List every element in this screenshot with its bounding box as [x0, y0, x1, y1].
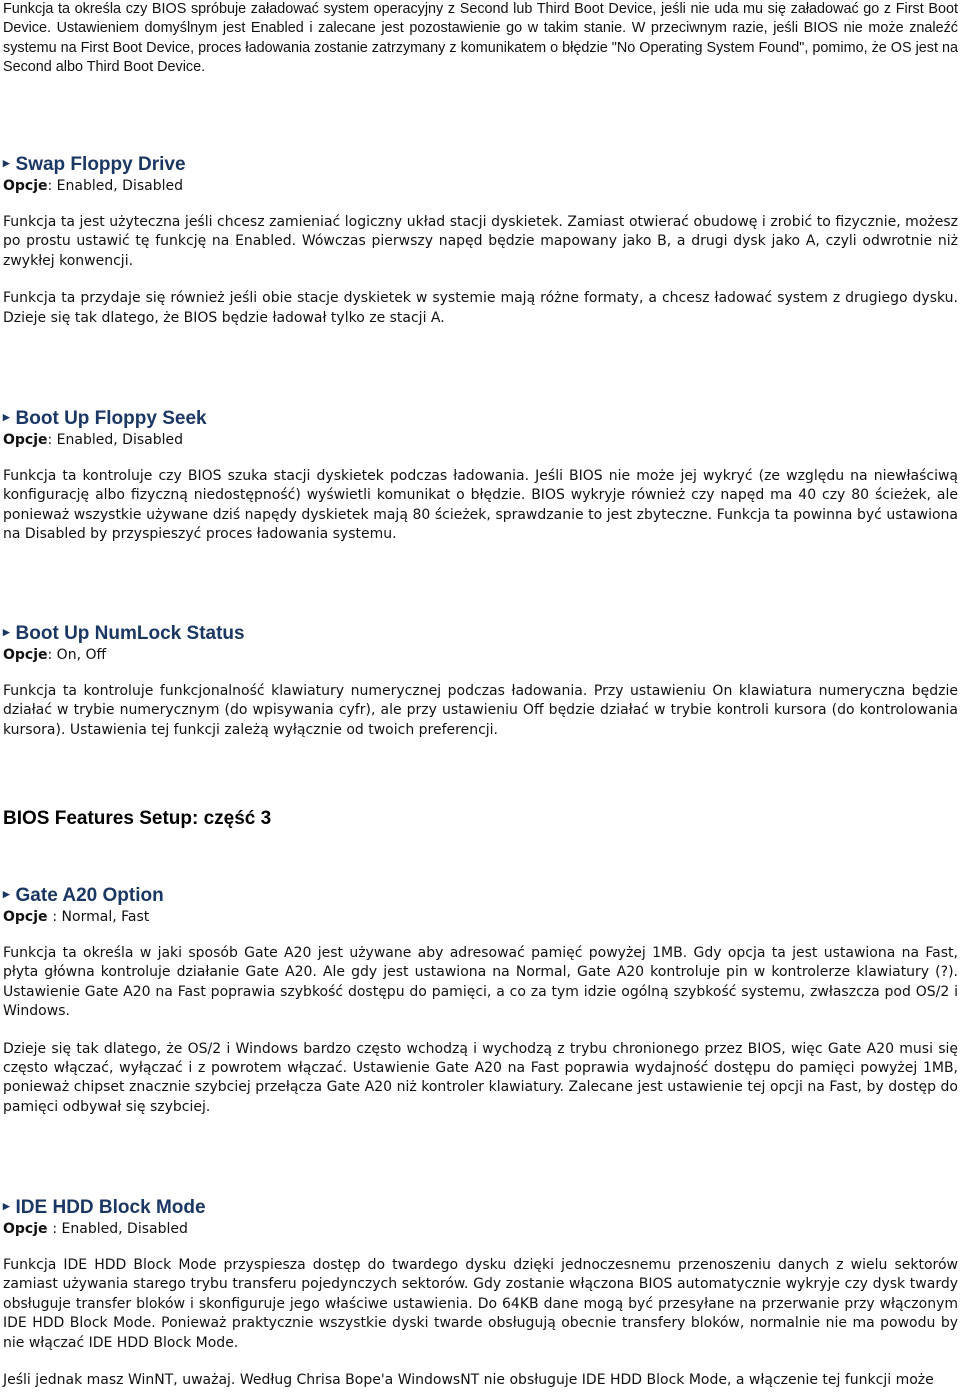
floppy-seek-paragraph-1: Funkcja ta kontroluje czy BIOS szuka stacji dyskietek podczas ładowania. Jeśli BIOS nie może jej wykryć (ze względu na niewłaściwą konfigurację albo fizyczną niedostępność) wyświetli komunikat o błędzie. BIOS wykryje również czy napęd ma 40 czy 80 ścieżek, ale ponieważ wszystkie używane dziś napędy dyskietek mają 80 ścieżek, sprawdzanie to jest zbyteczne. Funkcja ta powinna być ustawiona na Disabled by przyspieszyć proces ładowania systemu.	[3, 468, 958, 543]
options-value: : On, Off	[47, 647, 107, 663]
options-value: : Normal, Fast	[52, 909, 150, 925]
ide-hdd-heading	[3, 1196, 958, 1220]
ide-hdd-options	[3, 1220, 958, 1239]
gate-a20-options	[3, 908, 958, 927]
ide-hdd-paragraph-1: Funkcja IDE HDD Block Mode przyspiesza dostęp do twardego dysku dzięki jednoczesnemu przenoszeniu danych z wielu sektorów zamiast używania starego trybu transferu pojedynczych sektorów. Gdy zostanie włączona BIOS automatycznie wykryje czy dysk twardy obsługuje transfer bloków i skonfiguruje jego właściwe ustawienia. Do 64KB dane mogą być przesyłane na przerwanie przy włączonym IDE HDD Block Mode. Ponieważ praktycznie wszystkie dyski twarde obsługują obecnie transfery bloków, normalnie nie ma powodu by nie włączać IDE HDD Block Mode.	[3, 1257, 958, 1351]
gate-a20-section	[3, 884, 958, 1117]
page-title: BIOS Features Setup: część 3	[3, 808, 272, 829]
caret-right-icon: ▸	[3, 155, 10, 170]
options-label: Opcje	[3, 647, 48, 663]
caret-right-icon: ▸	[3, 624, 10, 639]
caret-right-icon: ▸	[3, 1198, 10, 1213]
options-value: : Enabled, Disabled	[47, 432, 183, 448]
options-label: Opcje	[3, 1221, 53, 1237]
floppy-seek-title: Boot Up Floppy Seek	[15, 408, 207, 429]
intro-paragraph: Funkcja ta określa czy BIOS spróbuje załadować system operacyjny z Second lub Third Boot Device, jeśli nie uda mu się załadować go z First Boot Device. Ustawieniem domyślnym jest Enabled i zalecane jest pozostawienie go w takim stanie. W przeciwnym razie, jeśli BIOS nie może znaleźć systemu na First Boot Device, proces ładowania zostanie zatrzymany z komunikatem o błędzie "No Operating System Found", pomimo, że OS jest na Second albo Third Boot Device.	[3, 1, 958, 76]
gate-a20-title: Gate A20 Option	[15, 885, 164, 906]
swap-floppy-section	[3, 153, 958, 328]
intro-section	[3, 0, 958, 78]
options-label: Opcje	[3, 432, 48, 448]
options-label: Opcje	[3, 178, 48, 194]
ide-hdd-section	[3, 1196, 958, 1390]
numlock-heading	[3, 622, 958, 646]
ide-hdd-title: IDE HDD Block Mode	[15, 1197, 206, 1218]
gate-a20-paragraph-1: Funkcja ta określa w jaki sposób Gate A20 jest używane aby adresować pamięć powyżej 1MB. Gdy opcja ta jest ustawiona na Fast, płyta główna kontroluje działanie Gate A20. Ale gdy jest ustawiona na Normal, Gate A20 kontroluje pin w kontrolerze klawiatury (?). Ustawienie Gate A20 na Fast poprawia szybkość dostępu do pamięci, a co za tym idzie ogólną szybkość systemu, zwłaszcza pod OS/2 i Windows.	[3, 945, 958, 1020]
options-value: : Enabled, Disabled	[47, 178, 183, 194]
numlock-paragraph-1: Funkcja ta kontroluje funkcjonalność klawiatury numerycznej podczas ładowania. Przy ustawieniu On klawiatura numeryczna będzie działać w trybie numerycznym (do wpisywania cyfr), ale przy ustawieniu Off będzie działać w trybie kontroli kursora (do kontrolowania kursora). Ustawienia tej funkcji zależą wyłącznie od twoich preferencji.	[3, 683, 958, 738]
swap-floppy-paragraph-1: Funkcja ta jest użyteczna jeśli chcesz zamieniać logiczny układ stacji dyskietek. Zamiast otwierać obudowę i zrobić to fizycznie, możesz po prostu ustawić tę funkcję na Enabled. Wówczas pierwszy napęd będzie mapowany jako B, a drugi dysk jako A, czyli odwrotnie niż zwykłej konwencji.	[3, 214, 958, 269]
swap-floppy-title: Swap Floppy Drive	[15, 154, 186, 175]
caret-right-icon: ▸	[3, 409, 10, 424]
options-value: : Enabled, Disabled	[52, 1221, 188, 1237]
part3-section	[3, 808, 958, 830]
gate-a20-heading	[3, 884, 958, 908]
swap-floppy-heading	[3, 153, 958, 177]
numlock-section	[3, 622, 958, 740]
swap-floppy-paragraph-2: Funkcja ta przydaje się również jeśli obie stacje dyskietek w systemie mają różne formaty, a chcesz ładować system z drugiego dysku. Dzieje się tak dlatego, że BIOS będzie ładował tylko ze stacji A.	[3, 290, 958, 326]
gate-a20-paragraph-2: Dzieje się tak dlatego, że OS/2 i Windows bardzo często wchodzą i wychodzą z trybu chronionego przez BIOS, więc Gate A20 musi się często włączać, wyłączać i z powrotem włączać. Ustawienie Gate A20 na Fast poprawia wydajność dostępu do pamięci powyżej 1MB, ponieważ chipset znacznie szybciej przełącza Gate A20 niż kontroler klawiatury. Zalecane jest ustawienie tej opcji na Fast, by dostęp do pamięci odbywał się szybciej.	[3, 1040, 958, 1115]
floppy-seek-heading	[3, 407, 958, 431]
options-label: Opcje	[3, 909, 53, 925]
floppy-seek-section	[3, 407, 958, 545]
numlock-title: Boot Up NumLock Status	[15, 623, 245, 644]
swap-floppy-options	[3, 177, 958, 196]
numlock-options	[3, 646, 958, 665]
floppy-seek-options	[3, 431, 958, 450]
ide-hdd-paragraph-2: Jeśli jednak masz WinNT, uważaj. Według Chrisa Bope'a WindowsNT nie obsługuje IDE HDD Block Mode, a włączenie tej funkcji może	[3, 1372, 934, 1389]
caret-right-icon: ▸	[3, 886, 10, 901]
